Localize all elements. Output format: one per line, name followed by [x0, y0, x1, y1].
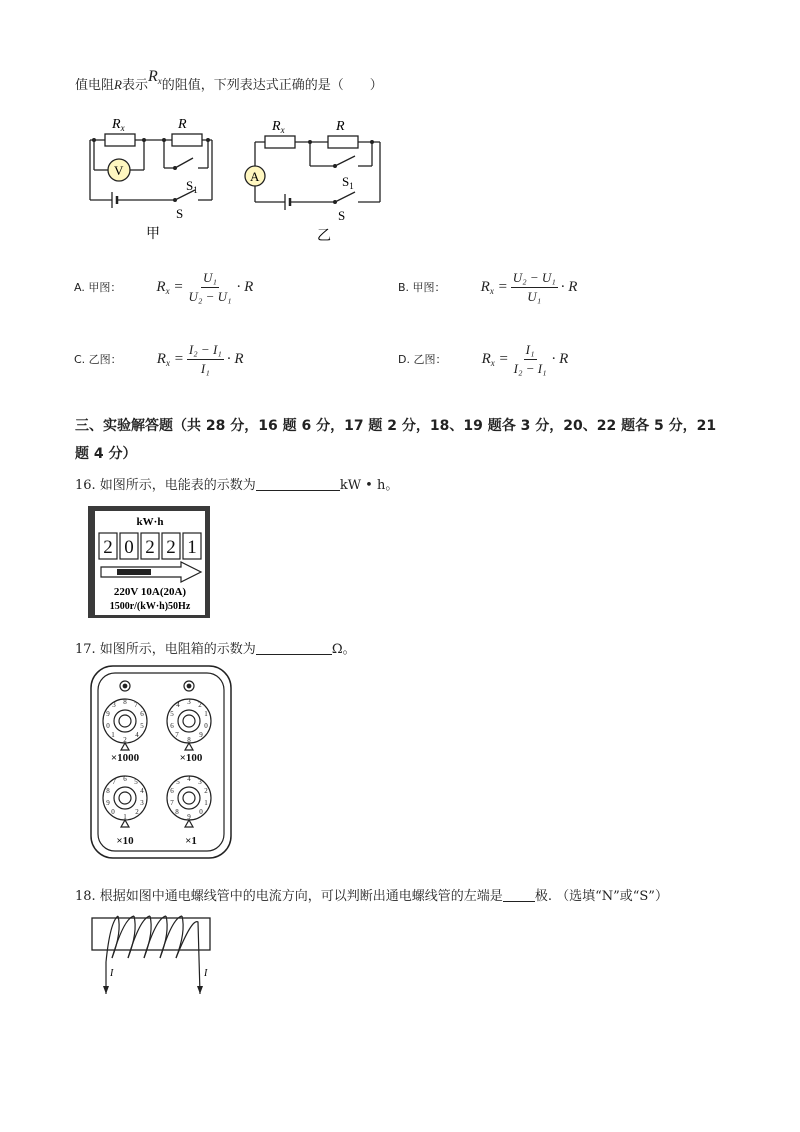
svg-text:1: 1: [123, 813, 127, 821]
meter-digit: 1: [187, 537, 197, 558]
option-d-lhs: R: [481, 350, 491, 367]
voltmeter-label: V: [114, 163, 124, 178]
option-c-fraction: [187, 342, 224, 377]
svg-text:2: 2: [198, 701, 202, 709]
energy-meter: [87, 505, 211, 619]
svg-text:7: 7: [112, 778, 116, 786]
option-d-tail: · R: [551, 350, 569, 367]
option-c-denominator: I₁: [200, 361, 210, 376]
option-b-denominator: U₁: [527, 289, 542, 304]
option-b-label: B. 甲图：: [398, 280, 446, 294]
svg-text:1: 1: [111, 731, 115, 739]
svg-text:9: 9: [199, 731, 203, 739]
option-a-formula: $R_x$ = $\frac{\text{U₁}}{\text{U₂ − U₁}}$ · R: [156, 270, 254, 304]
circuit-diagrams: [80, 110, 400, 250]
option-a-lhs: R: [156, 278, 166, 295]
intro-text-1: 值电阻: [75, 78, 115, 93]
jia-r-label: R: [178, 117, 187, 132]
svg-text:4: 4: [140, 787, 144, 795]
svg-text:5: 5: [134, 778, 138, 786]
option-c-label: C. 乙图：: [74, 352, 122, 366]
q16-suffix: kW • h。: [339, 478, 399, 493]
svg-text:8: 8: [106, 787, 110, 795]
svg-text:2: 2: [204, 787, 208, 795]
meter-digit: 2: [145, 537, 155, 558]
svg-text:0: 0: [106, 722, 110, 730]
option-b-tail: · R: [560, 278, 578, 295]
meter-digit: 2: [103, 537, 113, 558]
circuit-jia: [90, 134, 212, 208]
option-a-lhs-sub: x: [165, 285, 170, 296]
svg-text:4: 4: [187, 775, 191, 783]
circuit-yi: [245, 136, 380, 210]
caption-jia: 甲: [146, 227, 160, 242]
svg-text:3: 3: [198, 778, 202, 786]
intro-text-2: 表示: [121, 78, 148, 93]
option-b-fraction: [511, 270, 558, 305]
option-d-label: D. 乙图：: [398, 352, 447, 366]
q18-text: 18. 根据如图中通电螺线管中的电流方向，可以判断出通电螺线管的左端是: [75, 889, 503, 904]
meter-unit: kW·h: [136, 516, 164, 528]
svg-text:5: 5: [140, 722, 144, 730]
option-c-tail: · R: [226, 350, 244, 367]
option-d-formula: $R_x$ = $\frac{\text{I₁}}{\text{I₂ − I₁}}$ · R: [481, 342, 569, 376]
question-intro-line: [75, 68, 383, 94]
svg-text:6: 6: [170, 722, 174, 730]
option-c-formula: $R_x$ = $\frac{\text{I₂ − I₁}}{\text{I₁}}$ · R: [156, 342, 244, 376]
svg-text:6: 6: [123, 775, 127, 783]
rx-symbol: [148, 68, 162, 85]
q16-prefix: 16. 如图所示，电能表的示数为: [75, 478, 256, 493]
option-d-denominator: I₂ − I₁: [513, 361, 547, 376]
svg-text:7: 7: [170, 799, 174, 807]
svg-text:3: 3: [187, 698, 191, 706]
yi-r-label: R: [336, 119, 345, 134]
option-d-lhs-sub: x: [490, 357, 495, 368]
svg-text:5: 5: [170, 710, 174, 718]
svg-text:7: 7: [134, 701, 138, 709]
svg-text:8: 8: [123, 698, 127, 706]
dial-label-1: ×1: [185, 835, 197, 847]
option-b-lhs-sub: x: [489, 285, 494, 296]
svg-text:8: 8: [175, 808, 179, 816]
q17-prefix: 17. 如图所示，电阻箱的示数为: [75, 642, 256, 657]
svg-text:3: 3: [140, 799, 144, 807]
meter-disc-window: [117, 569, 151, 575]
circuit-yi-nodes: [308, 140, 374, 204]
svg-text:6: 6: [140, 710, 144, 718]
current-label-right: I: [204, 968, 208, 979]
section-heading-line-2: 题 4 分）: [75, 446, 137, 462]
rx-sub: x: [157, 76, 162, 86]
option-a-label: A. 甲图：: [74, 280, 122, 294]
svg-text:7: 7: [175, 731, 179, 739]
ammeter-label: A: [250, 169, 260, 184]
svg-text:6: 6: [170, 787, 174, 795]
svg-text:4: 4: [176, 701, 180, 709]
svg-text:2: 2: [123, 736, 127, 744]
option-a[interactable]: [74, 270, 253, 305]
svg-text:0: 0: [204, 722, 208, 730]
option-c-lhs: R: [156, 350, 166, 367]
meter-digit: 2: [166, 537, 176, 558]
option-c[interactable]: [74, 342, 243, 377]
rx-main: R: [147, 68, 158, 85]
yi-s-label: S: [338, 208, 346, 223]
option-c-numerator: I₂ − I₁: [187, 342, 224, 360]
jia-rx-label: $R_x$: [112, 117, 125, 133]
svg-text:0: 0: [111, 808, 115, 816]
option-d-numerator: I₁: [524, 342, 537, 360]
r-symbol: R: [114, 77, 122, 92]
q17-answer-blank[interactable]: [256, 654, 332, 655]
option-a-fraction: [186, 270, 233, 305]
option-b[interactable]: [398, 270, 577, 305]
resistance-box: [89, 664, 233, 860]
dial-label-100: ×100: [179, 752, 203, 764]
jia-s1-label: $S_1$: [186, 178, 198, 195]
q17-suffix: Ω。: [331, 642, 356, 657]
meter-spec-1: 220V 10A(20A): [113, 586, 187, 598]
option-c-lhs-sub: x: [165, 357, 170, 368]
current-label-left: I: [110, 968, 114, 979]
option-b-formula: $R_x$ = $\frac{\text{U₂ − U₁}}{\text{U₁}}$ · R: [480, 270, 578, 304]
svg-text:8: 8: [187, 736, 191, 744]
svg-text:1: 1: [204, 799, 208, 807]
q18-answer-blank[interactable]: [503, 901, 535, 902]
dial-label-10: ×10: [116, 835, 134, 847]
svg-text:3: 3: [112, 701, 116, 709]
question-16: [75, 474, 398, 493]
question-18: [75, 885, 668, 904]
option-b-numerator: U₂ − U₁: [511, 270, 558, 288]
meter-digit: 0: [124, 537, 134, 558]
svg-text:1: 1: [204, 710, 208, 718]
option-a-tail: · R: [236, 278, 254, 295]
yi-s1-label: $S_1$: [342, 174, 354, 191]
option-b-lhs: R: [480, 278, 490, 295]
question-17: [75, 638, 356, 657]
intro-text-3: 的阻值，下列表达式正确的是（ ）: [161, 78, 383, 93]
svg-text:0: 0: [199, 808, 203, 816]
section-heading-line-1: 三、实验解答题（共 28 分，16 题 6 分，17 题 2 分，18、19 题各 3 分，20、22 题各 5 分，21: [75, 418, 717, 434]
option-d[interactable]: [398, 342, 568, 377]
dial-label-1000: ×1000: [110, 752, 140, 764]
meter-spec-2: 1500r/(kW·h)50Hz: [109, 601, 191, 612]
yi-rx-label: $R_x$: [272, 119, 285, 135]
svg-text:2: 2: [135, 808, 139, 816]
option-a-denominator: U₂ − U₁: [188, 289, 232, 304]
svg-text:9: 9: [106, 799, 110, 807]
svg-text:5: 5: [176, 778, 180, 786]
q16-answer-blank[interactable]: [256, 490, 340, 491]
svg-text:4: 4: [135, 731, 139, 739]
jia-s-label: S: [176, 206, 184, 221]
caption-yi: 乙: [317, 229, 331, 244]
solenoid-diagram: [88, 912, 218, 1002]
current-arrow-icons: [103, 986, 203, 994]
option-a-numerator: U₁: [201, 270, 219, 288]
option-d-fraction: [512, 342, 549, 377]
svg-text:9: 9: [106, 710, 110, 718]
q18-suffix: 极. （选填“N”或“S”）: [534, 889, 668, 904]
svg-text:9: 9: [187, 813, 191, 821]
section-heading: [75, 412, 735, 468]
